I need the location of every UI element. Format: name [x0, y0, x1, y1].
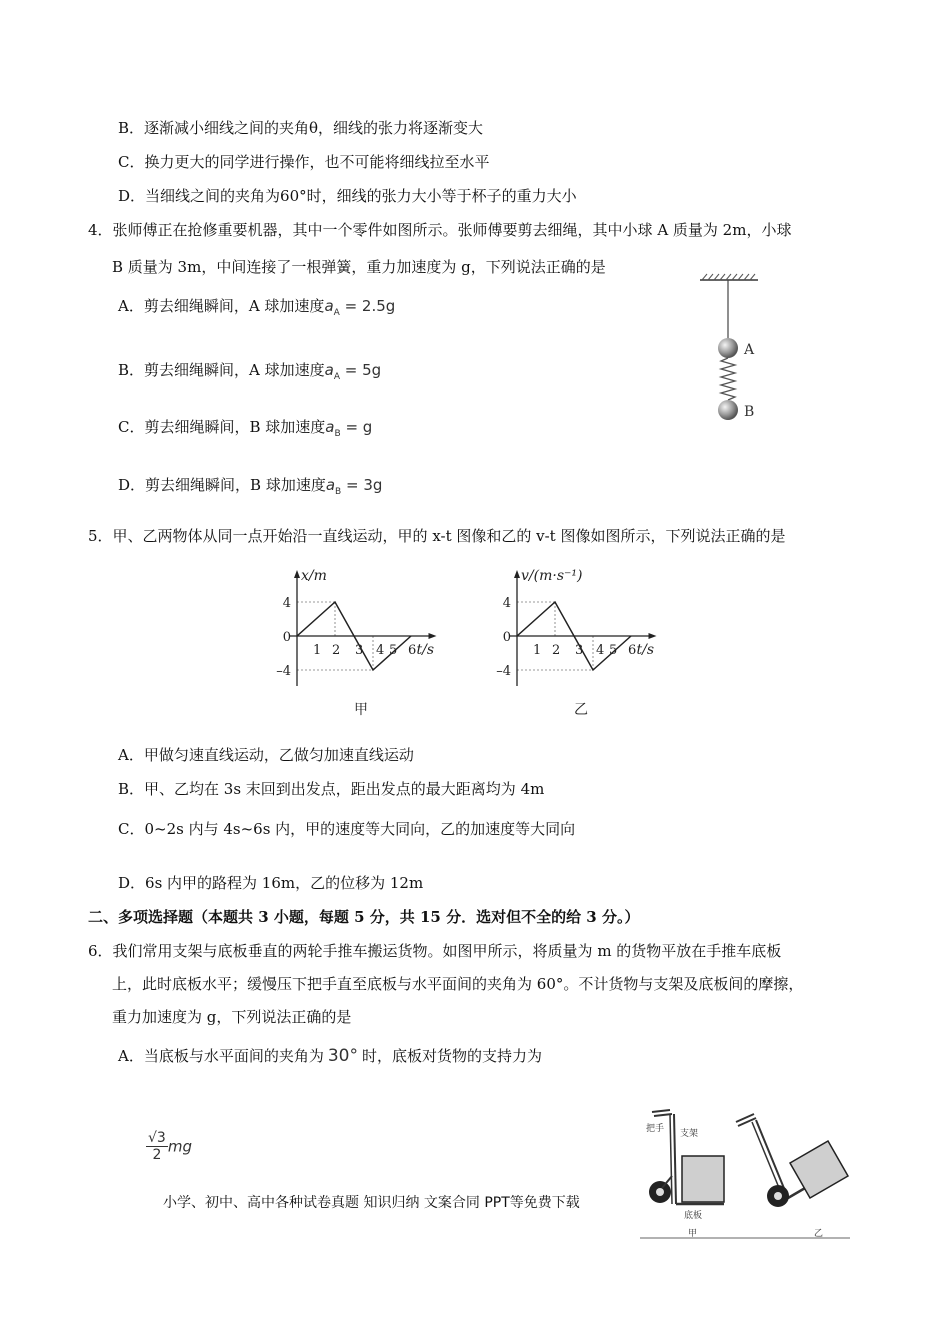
q5-option-a: A．甲做匀速直线运动，乙做匀加速直线运动: [118, 746, 414, 764]
q5-stem: 5．甲、乙两物体从同一点开始沿一直线运动，甲的 x-t 图像和乙的 v-t 图像如图所示，下列说法正确的是: [88, 527, 786, 545]
q5-option-c: C．0~2s 内与 4s~6s 内，甲的速度等大同向，乙的加速度等大同向: [118, 820, 576, 838]
x-tick-label: 1: [533, 643, 542, 658]
y-axis-label: v/(m·s⁻¹): [521, 568, 583, 584]
svg-text:甲: 甲: [688, 1229, 698, 1239]
q6-stem-line2: 上，此时底板水平；缓慢压下把手直至底板与水平面间的夹角为 60°。不计货物与支架及底板间的摩擦，: [112, 975, 804, 993]
x-axis-label: t/s: [636, 642, 655, 658]
q3-option-c: C．换力更大的同学进行操作，也不可能将细线拉至水平: [118, 153, 490, 171]
q3-option-d: D．当细线之间的夹角为60°时，细线的张力大小等于杯子的重力大小: [118, 187, 577, 205]
q6-stem-line3: 重力加速度为 g，下列说法正确的是: [112, 1008, 352, 1026]
chart-yi: [485, 556, 695, 726]
cart-jia: [646, 1110, 724, 1239]
svg-text:把手: 把手: [646, 1124, 665, 1134]
x-tick-label: 2: [552, 643, 561, 658]
y-tick-label: 4: [282, 596, 291, 611]
q4-stem-line1: 4．张师傅正在抢修重要机器，其中一个零件如图所示。张师傅要剪去细绳，其中小球 A 质量为 2m，小球: [88, 221, 792, 239]
x-tick-label: 3: [575, 643, 584, 658]
x-tick-label: 5: [389, 643, 398, 658]
cart-jia-handle: [652, 1110, 672, 1116]
chart-jia: [265, 556, 475, 726]
y-axis-arrow: [294, 570, 300, 578]
x-axis-arrow: [649, 633, 657, 639]
footer-text: 小学、初中、高中各种试卷真题 知识归纳 文案合同 PPT等免费下载: [163, 1195, 580, 1211]
y-tick-label: –4: [276, 664, 291, 679]
spring: [721, 358, 735, 400]
cart-jia-cargo: [682, 1156, 724, 1202]
y-axis-label: x/m: [301, 568, 327, 584]
y-tick-label: 4: [502, 596, 511, 611]
y-tick-label: 0: [282, 630, 291, 645]
hand-cart-figure: [640, 1108, 855, 1243]
x-tick-label: 2: [332, 643, 341, 658]
cart-yi: [736, 1114, 848, 1239]
chart-title: 甲: [354, 702, 368, 718]
fraction-sqrt3-over-2-mg: $\frac{√3}{2}$ mg: [148, 1130, 192, 1163]
x-axis-label: t/s: [416, 642, 435, 658]
q4-option-b: B．剪去细绳瞬间，A 球加速度$a_A = 5g$: [118, 361, 382, 382]
svg-text:支架: 支架: [680, 1129, 699, 1139]
x-axis-arrow: [429, 633, 437, 639]
q6-option-a: A．当底板与水平面间的夹角为 30° 时，底板对货物的支持力为: [118, 1046, 542, 1066]
ball-a-label: A: [744, 342, 755, 358]
x-tick-label: 3: [355, 643, 364, 658]
x-tick-label: 4: [596, 643, 605, 658]
x-tick-label: 1: [313, 643, 322, 658]
x-tick-label: 5: [609, 643, 618, 658]
q5-option-d: D．6s 内甲的路程为 16m，乙的位移为 12m: [118, 874, 424, 892]
x-tick-label: 6: [628, 643, 637, 658]
ball-a: [718, 338, 738, 358]
q6-stem-line1: 6．我们常用支架与底板垂直的两轮手推车搬运货物。如图甲所示，将质量为 m 的货物平放在手推车底板: [88, 942, 782, 960]
y-tick-label: –4: [496, 664, 511, 679]
x-tick-label: 4: [376, 643, 385, 658]
x-tick-label: 6: [408, 643, 417, 658]
section2-heading: 二、多项选择题（本题共 3 小题，每题 5 分，共 15 分．选对但不全的给 3 分。）: [88, 908, 640, 926]
q4-option-d: D．剪去细绳瞬间，B 球加速度$a_B = 3g$: [118, 476, 383, 497]
svg-text:底板: 底板: [684, 1211, 703, 1221]
q4-stem-line2: B 质量为 3m，中间连接了一根弹簧，重力加速度为 g，下列说法正确的是: [112, 258, 606, 276]
ceiling-hatch: [702, 274, 755, 280]
ball-b-label: B: [744, 404, 755, 420]
ball-b: [718, 400, 738, 420]
chart-title: 乙: [574, 702, 588, 718]
spring-ball-figure: [690, 270, 770, 435]
svg-text:乙: 乙: [814, 1229, 824, 1239]
cart-yi-cargo: [790, 1141, 848, 1198]
y-axis-arrow: [514, 570, 520, 578]
q3-option-b: B．逐渐减小细线之间的夹角θ，细线的张力将逐渐变大: [118, 119, 484, 137]
q5-option-b: B．甲、乙均在 3s 末回到出发点，距出发点的最大距离均为 4m: [118, 780, 545, 798]
q4-option-c: C．剪去细绳瞬间，B 球加速度$a_B = g$: [118, 418, 373, 439]
q4-option-a: A．剪去细绳瞬间，A 球加速度$a_A = 2.5g$: [118, 297, 396, 318]
y-tick-label: 0: [502, 630, 511, 645]
